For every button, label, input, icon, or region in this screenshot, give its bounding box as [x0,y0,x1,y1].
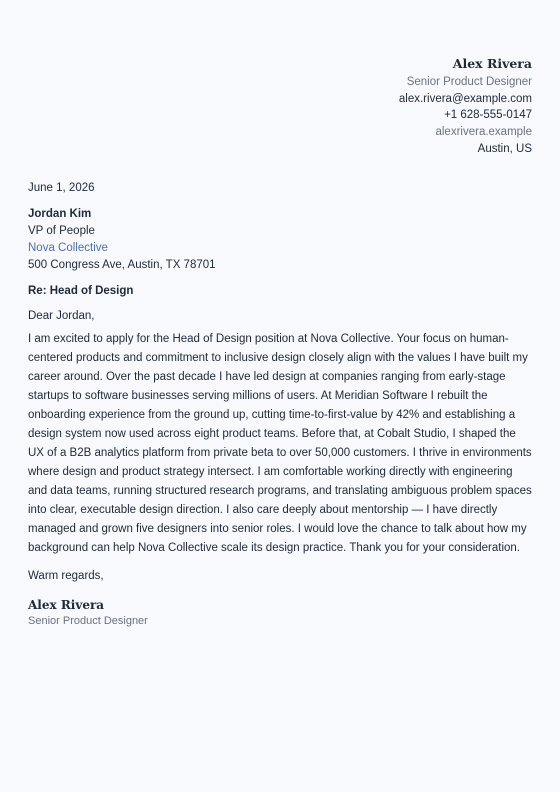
letter-closing: Warm regards, [28,569,104,582]
signature-block [28,597,532,629]
recipient-name: Jordan Kim [28,207,92,220]
letter-salutation: Dear Jordan, [28,309,95,322]
recipient-block [28,206,532,274]
sender-location: Austin, US [477,142,532,155]
letter-subject: Re: Head of Design [28,284,134,297]
recipient-company: Nova Collective [28,241,108,254]
sender-phone: +1 628-555-0147 [444,109,532,122]
sender-email: alex.rivera@example.com [398,92,532,105]
signature-title: Senior Product Designer [28,614,148,627]
sender-title: Senior Product Designer [406,75,532,88]
letter-body: I am excited to apply for the Head of Design position at Nova Collective. Your focus on human-centered products and commitment to inclusive design closely align with the values I have built my career around. Over the past decade I have led design at companies ranging from early-stage startups to software businesses serving millions of users. At Meridian Software I rebuilt the onboarding experience from the ground up, cutting time-to-first-value by 42% and establishing a design system now used across eight product teams. Before that, at Cobalt Studio, I shaped the UX of a B2B analytics platform from private beta to over 50,000 customers. I thrive in environments where design and product strategy intersect. I am comfortable working directly with engineering and data teams, running structured research programs, and translating ambiguous problem spaces into clear, executable design direction. I also care deeply about mentorship — I have directly managed and grown five designers into senior roles. I would love the chance to talk about how my background can help Nova Collective scale its design practice. Thank you for your consideration. [28,332,532,554]
sender-website: alexrivera.example [435,126,532,139]
letter-date: June 1, 2026 [28,181,95,194]
signature-name: Alex Rivera [28,597,105,612]
sender-block [28,56,532,158]
recipient-title: VP of People [28,224,95,237]
recipient-address: 500 Congress Ave, Austin, TX 78701 [28,258,216,271]
sender-name: Alex Rivera [452,56,532,71]
